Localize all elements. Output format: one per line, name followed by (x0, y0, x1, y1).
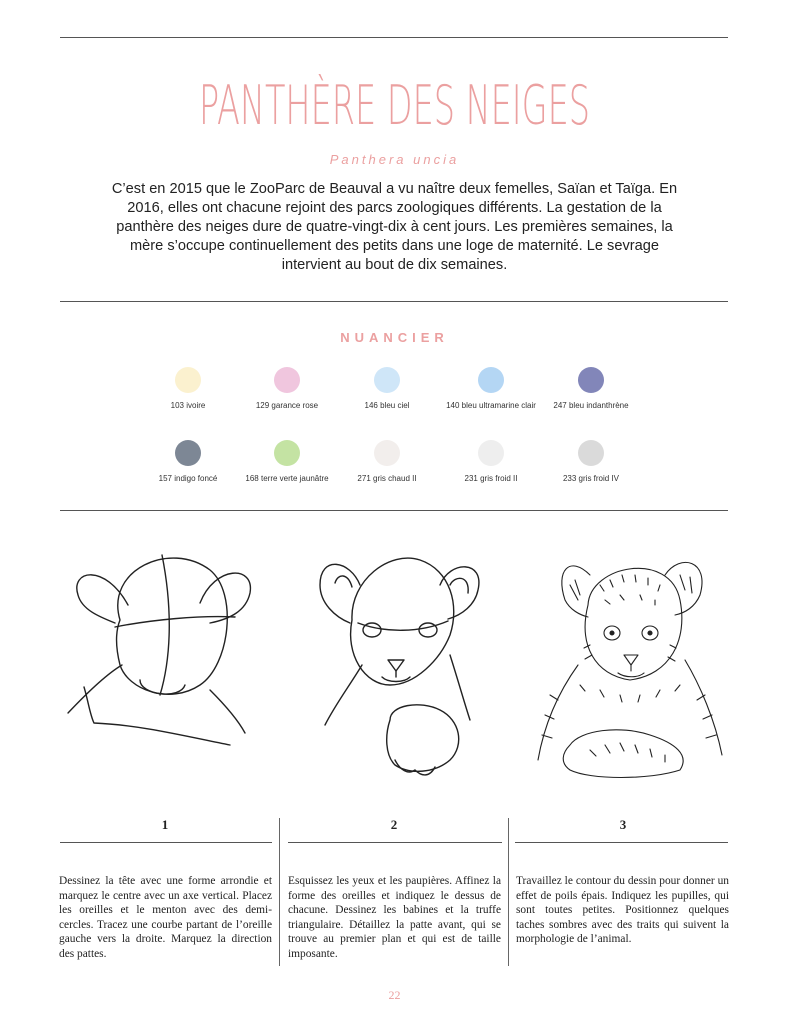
top-rule (60, 37, 728, 38)
swatch-label: 168 terre verte jaunâtre (245, 474, 329, 483)
step-rule-1 (60, 842, 272, 843)
swatch-gris-froid-2 (436, 440, 546, 483)
page-title: PANTHÈRE DES NEIGES (198, 74, 591, 137)
swatch-ivory (133, 367, 243, 410)
step-number-2: 2 (390, 817, 398, 832)
swatch-label: 271 gris chaud II (357, 474, 417, 483)
step-rule-3 (515, 842, 728, 843)
swatch-color (374, 440, 400, 466)
step-number-3: 3 (619, 817, 627, 832)
swatch-bleu-ultramarine (436, 367, 546, 410)
section-rule-1 (60, 301, 728, 302)
swatch-label: 146 bleu ciel (364, 401, 410, 410)
swatch-color (374, 367, 400, 393)
swatch-color (478, 440, 504, 466)
drawing-step-2 (290, 545, 490, 780)
swatch-label: 140 bleu ultramarine clair (446, 401, 536, 410)
step-text-2: Esquissez les yeux et les paupières. Affinez la forme des oreilles et indiquez le dessus de chacune. Dessinez les babines et la truffe triangulaire. Détaillez la patte avant, qui se trouve au premier plan et qui est de taille imposante. (288, 875, 501, 960)
step-rule-2 (288, 842, 502, 843)
step-number-1: 1 (161, 817, 169, 832)
page-number: 22 (388, 988, 401, 1002)
swatch-label: 247 bleu indanthrène (553, 401, 629, 410)
drawing-step-1 (60, 545, 260, 750)
swatch-label: 231 gris froid II (464, 474, 518, 483)
swatch-bleu-indanthrene (536, 367, 646, 410)
step-text-1: Dessinez la tête avec une forme arrondie et marquez le centre avec un axe vertical. Placez les oreilles et le menton avec des demi-cercles. Tracez une courbe partant de l’oreille gauche vers la droite. Marquez la direction des pattes. (59, 875, 272, 960)
swatch-label: 157 indigo foncé (158, 474, 218, 483)
swatch-garance-rose (232, 367, 342, 410)
column-separator-2 (508, 818, 509, 966)
column-separator-1 (279, 818, 280, 966)
swatch-gris-froid-4 (536, 440, 646, 483)
intro-paragraph: C’est en 2015 que le ZooParc de Beauval a vu naître deux femelles, Saïan et Taïga. En 2016, elles ont chacune rejoint des parcs zoologiques différents. La gestation de la panthère des neiges dure de quatre-vingt-dix à cent jours. Les premières semaines, la mère s’occupe continuellement des petits dans une loge de maternité. Le sevrage intervient au bout de dix semaines. (111, 181, 678, 273)
swatch-color (478, 367, 504, 393)
swatch-color (175, 440, 201, 466)
swatches-title: NUANCIER (340, 330, 449, 345)
swatch-color (274, 367, 300, 393)
swatch-bleu-ciel (332, 367, 442, 410)
swatch-color (578, 367, 604, 393)
swatch-gris-chaud (332, 440, 442, 483)
swatch-label: 233 gris froid IV (562, 474, 620, 483)
swatch-color (274, 440, 300, 466)
swatch-terre-verte (232, 440, 342, 483)
latin-name: Panthera uncia (329, 152, 460, 167)
drawing-step-3 (530, 545, 730, 785)
section-rule-2 (60, 510, 728, 511)
step-text-3: Travaillez le contour du dessin pour donner un effet de poils épais. Indiquez les pupilles, qui sont toutes petites. Positionnez quelques taches sombres avec des traits qui suivent la morphologie de l’animal. (516, 875, 729, 946)
swatch-label: 103 ivoire (170, 401, 206, 410)
swatch-indigo-fonce (133, 440, 243, 483)
swatch-color (578, 440, 604, 466)
swatch-color (175, 367, 201, 393)
swatch-label: 129 garance rose (255, 401, 319, 410)
